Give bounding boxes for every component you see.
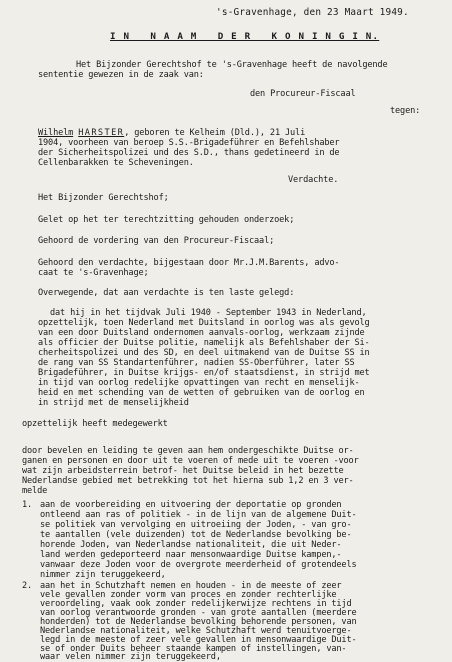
charge-line: dat hij in het tijdvak Juli 1940 - September 1943 in Nederland, bbox=[50, 308, 367, 318]
accused-line-4: Cellenbarakken te Scheveningen. bbox=[38, 158, 194, 168]
item-line: ontleend aan ras of politiek - in de lijn van de algemene Duit- bbox=[40, 510, 357, 520]
consideration-defence-1: Gehoord den verdachte, bijgestaan door Mr.J.M.Barents, advo- bbox=[38, 258, 340, 268]
item-line: vanwaar deze Joden voor de overgrote meerderheid of grotendeels bbox=[40, 560, 357, 570]
item-line: vele gevallen zonder vorm van proces en zonder rechterlijke bbox=[40, 590, 337, 600]
item-line: aan het in Schutzhaft nemen en houden - in de meeste of zeer bbox=[40, 581, 342, 591]
item-line: horende Joden, van Nederlandse nationaliteit, die uit Neder- bbox=[40, 540, 342, 550]
item-line: van oorlog verantwoorde gronden - van grote aantallen (meerdere bbox=[40, 608, 357, 618]
accused-first-name: Wilhelm bbox=[38, 128, 74, 138]
item-line: veroordeling, vaak ook zonder redelijkerwijze rechtens in tijd bbox=[40, 599, 352, 609]
item-line: honderden) tot de Nederlandse bevolking behorende personen, van bbox=[40, 617, 357, 627]
body-line: Nederlandse gebied met betrekking tot het hierna sub 1,2 en 3 ver- bbox=[22, 476, 354, 486]
charge-line: in tijd van oorlog redelijke opvattingen van recht en menselijk- bbox=[38, 378, 360, 388]
item-line: se politiek van vervolging en uitroeiing der Joden, - van gro- bbox=[40, 520, 352, 530]
body-line: door bevelen en leiding te geven aan hem ondergeschikte Duitse or- bbox=[22, 446, 354, 456]
tegen-label: tegen: bbox=[390, 106, 421, 116]
body-line: wat zijn arbeidsterrein betrof- het Duitse beleid in het bezette bbox=[22, 466, 344, 476]
place-date: 's-Gravenhage, den 23 Maart 1949. bbox=[216, 7, 409, 18]
document-title: I N N A A M D E R K O N I N G I N. bbox=[110, 31, 380, 42]
item-number: 2. bbox=[22, 581, 33, 591]
intro-line-1: Het Bijzonder Gerechtshof te 's-Gravenhage heeft de navolgende bbox=[76, 60, 388, 70]
charge-line: cherheitspolizei und des SD, en deel uitmakend van de Duitse SS in bbox=[38, 348, 370, 358]
consideration-demand: Gehoord de vordering van den Procureur-Fiscaal; bbox=[38, 236, 275, 246]
charge-line: heid en met schending van de wetten of gebruiken van de oorlog en bbox=[38, 388, 365, 398]
accused-role: Verdachte. bbox=[288, 175, 339, 185]
charge-subheading: opzettelijk heeft medegewerkt bbox=[22, 419, 168, 429]
charge-line: de rang van SS Standartenführer, nadien SS-Oberführer, later SS bbox=[38, 358, 355, 368]
item-line: land werden gedeporteerd naar mensonwaardige Duitse kampen,- bbox=[40, 550, 342, 560]
charge-line: van een door Duitsland ondernomen aanvals-oorlog, werkzaam zijnde bbox=[38, 328, 365, 338]
item-line: te aantallen (vele duizenden) tot de Nederlandse bevolking be- bbox=[40, 530, 352, 540]
accused-birth: , geboren te Kelheim (Dld.), 21 Juli bbox=[124, 128, 306, 138]
body-line: ganen en personen en door uit te voeren of mede uit te voeren -voor bbox=[22, 456, 359, 466]
accused-line-3: der Sicherheitspolizei und des S.D., thans gedetineerd in de bbox=[38, 148, 340, 158]
accused-line-1 bbox=[38, 128, 305, 138]
accused-last-name: HARSTER bbox=[78, 128, 125, 138]
item-line: se of onder Duits beheer staande kampen of instellingen, van- bbox=[40, 644, 347, 654]
consideration-defence-2: caat te 's-Gravenhage; bbox=[38, 268, 149, 278]
charge-line: in strijd met de menselijkheid bbox=[38, 398, 189, 408]
charge-line: opzettelijk, toen Nederland met Duitsland in oorlog was als gevolg bbox=[38, 318, 370, 328]
intro-line-2: sententie gewezen in de zaak van: bbox=[38, 70, 204, 80]
charge-line: Brigadeführer, in Duitse krijgs- en/of staatsdienst, in strijd met bbox=[38, 368, 370, 378]
accused-line-2: 1904, voorheen van beroep S.S.-Brigadeführer en Befehlshaber bbox=[38, 138, 340, 148]
item-line: nimmer zijn teruggekeerd, bbox=[40, 570, 166, 580]
item-line: legd in de meeste of zeer vele gevallen in mensonwaardige Duit- bbox=[40, 635, 357, 645]
item-line: Nederlandse nationaliteit, welke Schutzhaft werd tenuitvoerge- bbox=[40, 626, 352, 636]
body-line: melde bbox=[22, 486, 48, 496]
court-heading: Het Bijzonder Gerechtshof; bbox=[38, 193, 169, 203]
consideration-charge: Overwegende, dat aan verdachte is ten laste gelegd: bbox=[38, 288, 295, 298]
consideration-hearing: Gelet op het ter terechtzitting gehouden onderzoek; bbox=[38, 215, 295, 225]
prosecutor-label: den Procureur-Fiscaal bbox=[250, 89, 356, 99]
item-number: 1. bbox=[22, 500, 33, 510]
item-line: aan de voorbereiding en uitvoering der deportatie op gronden bbox=[40, 500, 342, 510]
charge-line: als officier der Duitse politie, namelijk als Befehlshaber der Si- bbox=[38, 338, 370, 348]
item-line: waar velen nimmer zijn teruggekeerd, bbox=[40, 652, 221, 662]
